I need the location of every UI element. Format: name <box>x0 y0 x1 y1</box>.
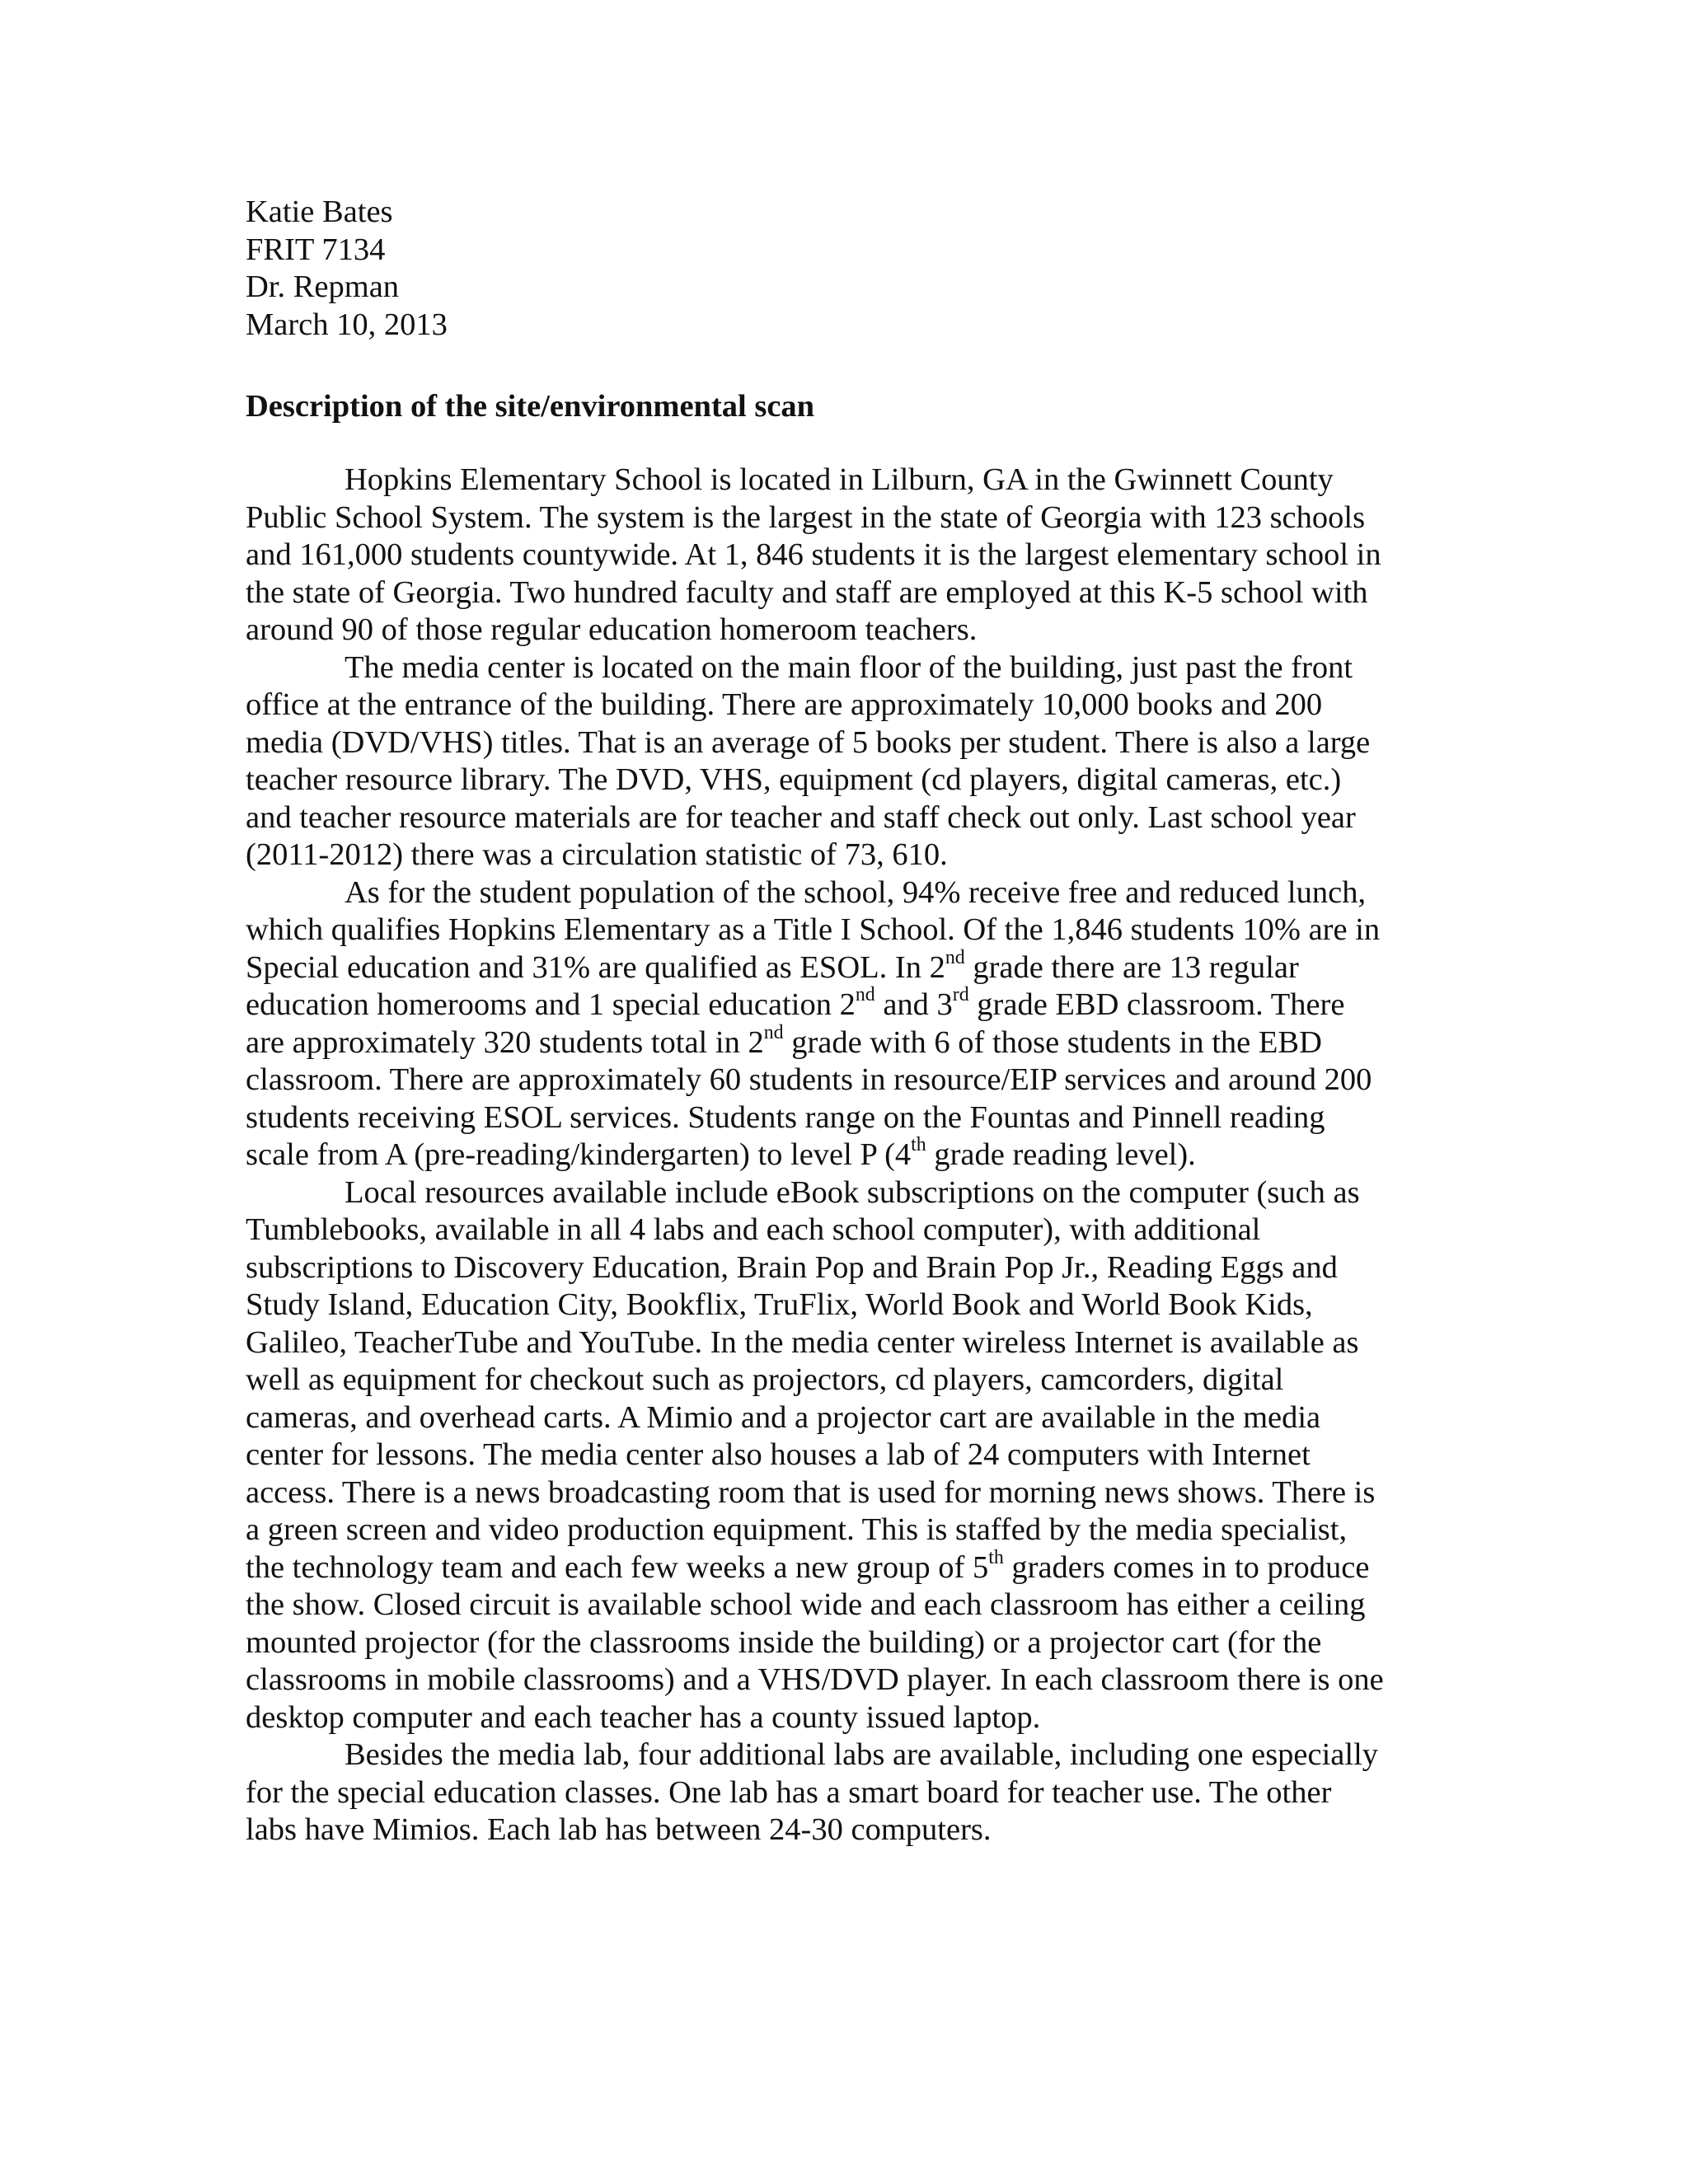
body-line <box>246 1021 1449 1062</box>
body-text-segment: grade EBD classroom. There <box>968 987 1345 1022</box>
body-line <box>246 1474 1449 1512</box>
body-text-segment: the state of Georgia. Two hundred faculty and staff are employed at this K-5 school with <box>246 574 1368 610</box>
body-line <box>246 1399 1449 1437</box>
body-line <box>246 874 1449 912</box>
body-line <box>246 1324 1449 1362</box>
body-line <box>246 1811 1449 1849</box>
body-line <box>246 1586 1449 1624</box>
body-text-segment: grade reading level). <box>926 1137 1196 1172</box>
body-text-segment: well as equipment for checkout such as projectors, cd players, camcorders, digital <box>246 1362 1284 1397</box>
body-text-segment: mounted projector (for the classrooms inside the building) or a projector cart (for the <box>246 1624 1322 1660</box>
body-line <box>246 1774 1449 1812</box>
superscript-text: nd <box>763 1021 784 1043</box>
body-line <box>246 1062 1449 1099</box>
body-text-segment: and 161,000 students countywide. At 1, 846 students it is the largest elementary school in <box>246 537 1381 572</box>
body-text-segment: cameras, and overhead carts. A Mimio and a projector cart are available in the media <box>246 1399 1321 1435</box>
body-text-segment: Study Island, Education City, Bookflix, TruFlix, World Book and World Book Kids, <box>246 1287 1313 1322</box>
body-text-segment: teacher resource library. The DVD, VHS, equipment (cd players, digital cameras, etc.) <box>246 762 1342 797</box>
body-text-segment: center for lessons. The media center also houses a lab of 24 computers with Internet <box>246 1437 1311 1472</box>
body-text <box>246 462 1449 1849</box>
body-text-segment: subscriptions to Discovery Education, Brain Pop and Brain Pop Jr., Reading Eggs and <box>246 1249 1338 1285</box>
body-text-segment: students receiving ESOL services. Students range on the Fountas and Pinnell reading <box>246 1099 1325 1135</box>
body-text-segment: a green screen and video production equipment. This is staffed by the media specialist, <box>246 1512 1348 1547</box>
body-text-segment: which qualifies Hopkins Elementary as a Title I School. Of the 1,846 students 10% are in <box>246 912 1381 947</box>
body-text-segment: Public School System. The system is the largest in the state of Georgia with 123 schools <box>246 499 1366 535</box>
body-line <box>246 649 1449 687</box>
superscript-text: th <box>988 1546 1004 1568</box>
body-text-segment: (2011-2012) there was a circulation statistic of 73, 610. <box>246 837 948 872</box>
body-text-segment: Special education and 31% are qualified as ESOL. In 2 <box>246 949 945 985</box>
body-text-segment: Tumblebooks, available in all 4 labs and each school computer), with additional <box>246 1212 1261 1247</box>
body-line <box>246 1436 1449 1474</box>
body-text-segment: education homerooms and 1 special education 2 <box>246 987 856 1022</box>
body-text-segment: classrooms in mobile classrooms) and a VHS/DVD player. In each classroom there is one <box>246 1662 1384 1697</box>
body-line <box>246 1736 1449 1774</box>
superscript-text: rd <box>952 983 969 1005</box>
body-line <box>246 499 1449 537</box>
body-line <box>246 799 1449 837</box>
body-line <box>246 1212 1449 1249</box>
body-line <box>246 612 1449 649</box>
body-line <box>246 1661 1449 1699</box>
body-line <box>246 462 1449 499</box>
superscript-text: nd <box>855 983 875 1005</box>
document-header <box>246 194 1449 344</box>
body-text-segment: labs have Mimios. Each lab has between 24-30 computers. <box>246 1812 992 1847</box>
body-line <box>246 837 1449 874</box>
document-date: March 10, 2013 <box>246 307 448 342</box>
body-line <box>246 1286 1449 1324</box>
body-line <box>246 1511 1449 1549</box>
author-name: Katie Bates <box>246 194 393 229</box>
body-text-segment: around 90 of those regular education homeroom teachers. <box>246 612 978 647</box>
body-text-segment: classroom. There are approximately 60 students in resource/EIP services and around 200 <box>246 1062 1372 1097</box>
body-text-segment: are approximately 320 students total in 2 <box>246 1024 764 1060</box>
body-text-segment: graders comes in to produce <box>1003 1549 1370 1585</box>
body-text-segment: the technology team and each few weeks a new group of 5 <box>246 1549 989 1585</box>
body-line <box>246 724 1449 762</box>
body-text-segment: office at the entrance of the building. There are approximately 10,000 books and 200 <box>246 687 1323 722</box>
body-text-segment: and teacher resource materials are for teacher and staff check out only. Last school year <box>246 799 1356 835</box>
body-text-segment: Hopkins Elementary School is located in Lilburn, GA in the Gwinnett County <box>345 462 1334 497</box>
body-text-segment: grade with 6 of those students in the EBD <box>783 1024 1322 1060</box>
body-line <box>246 1699 1449 1737</box>
section-heading: Description of the site/environmental scan <box>246 389 815 424</box>
body-text-segment: grade there are 13 regular <box>964 949 1299 985</box>
body-line <box>246 1361 1449 1399</box>
body-text-segment: access. There is a news broadcasting room that is used for morning news shows. There is <box>246 1474 1376 1510</box>
body-text-segment: Local resources available include eBook subscriptions on the computer (such as <box>345 1174 1360 1210</box>
body-text-segment: The media center is located on the main floor of the building, just past the front <box>345 649 1353 685</box>
body-text-segment: for the special education classes. One lab has a smart board for teacher use. The other <box>246 1774 1332 1810</box>
body-line <box>246 983 1449 1024</box>
body-line <box>246 537 1449 574</box>
body-line <box>246 762 1449 799</box>
body-text-segment: As for the student population of the school, 94% receive free and reduced lunch, <box>345 874 1367 910</box>
body-text-segment: Besides the media lab, four additional labs are available, including one especially <box>345 1737 1379 1772</box>
body-text-segment: scale from A (pre-reading/kindergarten) to level P (4 <box>246 1137 912 1172</box>
body-line <box>246 1249 1449 1287</box>
superscript-text: nd <box>945 946 965 968</box>
body-text-segment: and 3 <box>874 987 953 1022</box>
body-line <box>246 1133 1449 1174</box>
body-line <box>246 912 1449 949</box>
body-line <box>246 1624 1449 1662</box>
course-code: FRIT 7134 <box>246 232 386 267</box>
body-line <box>246 687 1449 724</box>
body-text-segment: desktop computer and each teacher has a county issued laptop. <box>246 1699 1041 1735</box>
instructor-name: Dr. Repman <box>246 269 400 304</box>
body-line <box>246 946 1449 987</box>
body-line <box>246 574 1449 612</box>
body-text-segment: the show. Closed circuit is available school wide and each classroom has either a ceiling <box>246 1587 1366 1622</box>
superscript-text: th <box>911 1133 926 1155</box>
body-text-segment: Galileo, TeacherTube and YouTube. In the media center wireless Internet is available as <box>246 1324 1359 1360</box>
body-line <box>246 1174 1449 1212</box>
body-line <box>246 1099 1449 1137</box>
body-text-segment: media (DVD/VHS) titles. That is an average of 5 books per student. There is also a large <box>246 724 1371 760</box>
body-line <box>246 1546 1449 1587</box>
